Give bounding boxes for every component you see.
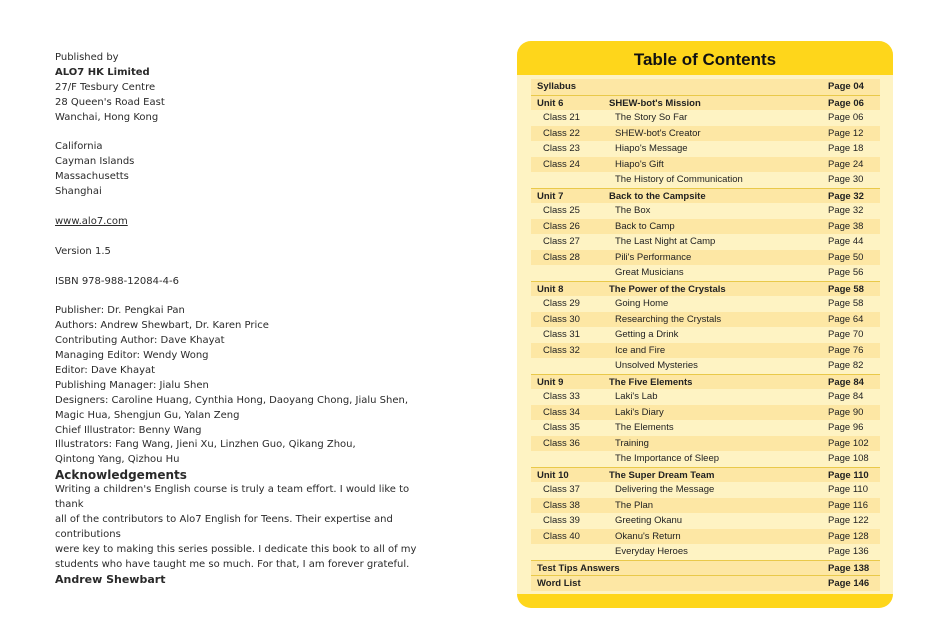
toc-page-number: Page 146 <box>828 578 870 589</box>
toc-class-row[interactable] <box>531 157 880 173</box>
toc-class-row[interactable] <box>531 498 880 514</box>
toc-page-number: Page 76 <box>828 344 864 356</box>
toc-page-number: Page 110 <box>828 469 869 481</box>
toc-label: Class 33 <box>543 391 580 402</box>
toc-page-number: Page 18 <box>828 143 864 154</box>
toc-label: Class 25 <box>543 205 580 216</box>
toc-label: Unit 10 <box>537 469 569 481</box>
toc-page-number: Page 12 <box>828 127 864 139</box>
publisher-info <box>55 51 455 588</box>
toc-title-text: Greeting Okanu <box>615 515 683 526</box>
ack-line: students who have taught me so much. For that, I am forever grateful. <box>55 558 410 570</box>
published-by-label: Published by <box>55 52 119 63</box>
toc-title-text: Great Musicians <box>615 267 684 278</box>
toc-title-text: Training <box>615 437 649 449</box>
toc-page-number: Page 116 <box>828 499 868 511</box>
toc-page-number: Page 58 <box>828 298 864 309</box>
credit-line: Publishing Manager: Jialu Shen <box>55 379 209 391</box>
toc-page-number: Page 138 <box>828 562 870 574</box>
toc-page-number: Page 122 <box>828 515 869 526</box>
company-name: ALO7 HK Limited <box>55 66 150 78</box>
toc-class-row[interactable] <box>531 436 880 452</box>
toc-title-text: Everyday Heroes <box>615 546 688 557</box>
toc-label: Syllabus <box>537 81 577 92</box>
toc-class-row[interactable] <box>531 544 880 560</box>
credit-line: Chief Illustrator: Benny Wang <box>55 424 202 436</box>
toc-title-text: Back to the Campsite <box>609 190 706 202</box>
toc-class-row[interactable] <box>531 265 880 281</box>
toc-page-number: Page 38 <box>828 220 864 232</box>
toc-label: Class 24 <box>543 158 580 170</box>
ack-line: all of the contributors to Alo7 English for Teens. Their expertise and contributions <box>55 514 393 541</box>
credit-line: Publisher: Dr. Pengkai Pan <box>55 305 185 317</box>
address-line: Wanchai, Hong Kong <box>55 111 159 123</box>
toc-page-number: Page 32 <box>828 190 864 202</box>
toc-page-number: Page 06 <box>828 112 864 123</box>
toc-class-row[interactable] <box>531 513 880 529</box>
credit-line: Designers: Caroline Huang, Cynthia Hong, Daoyang Chong, Jialu Shen, <box>55 394 409 406</box>
toc-label: Class 40 <box>543 530 580 542</box>
toc-page-number: Page 30 <box>828 174 864 185</box>
table-of-contents <box>517 41 893 608</box>
toc-title-text: Hiapo's Gift <box>615 158 664 170</box>
toc-title-text: Hiapo's Message <box>615 143 688 154</box>
toc-title-text: Unsolved Mysteries <box>615 360 698 371</box>
toc-label: Unit 6 <box>537 97 564 109</box>
toc-class-row[interactable] <box>531 420 880 436</box>
address-line: 28 Queen's Road East <box>55 96 165 108</box>
toc-title-text: The Super Dream Team <box>609 469 715 481</box>
toc-class-row[interactable] <box>531 203 880 219</box>
toc-page-number: Page 136 <box>828 546 869 557</box>
toc-title-text: The Elements <box>615 422 674 433</box>
toc-page-number: Page 04 <box>828 81 864 92</box>
credit-line: Qintong Yang, Qizhou Hu <box>55 454 180 466</box>
toc-footer-band <box>517 594 893 608</box>
toc-title-text: Okanu's Return <box>615 530 681 542</box>
credit-line: Editor: Dave Khayat <box>55 364 156 376</box>
credit-line: Magic Hua, Shengjun Gu, Yalan Zeng <box>55 409 240 421</box>
toc-page-number: Page 90 <box>828 406 864 418</box>
toc-class-row[interactable] <box>531 405 880 421</box>
toc-label: Class 30 <box>543 313 580 325</box>
toc-label: Class 36 <box>543 437 580 449</box>
toc-page-number: Page 32 <box>828 205 864 216</box>
toc-page-number: Page 44 <box>828 236 864 247</box>
credit-line: Managing Editor: Wendy Wong <box>55 350 209 362</box>
toc-title-text: The Plan <box>615 499 654 511</box>
toc-title-text: SHEW-bot's Mission <box>609 97 701 109</box>
toc-page-number: Page 50 <box>828 251 864 263</box>
location: Cayman Islands <box>55 156 135 168</box>
toc-class-row[interactable] <box>531 529 880 545</box>
toc-page-number: Page 84 <box>828 391 864 402</box>
toc-title-text: Back to Camp <box>615 220 675 232</box>
isbn: ISBN 978-988-12084-4-6 <box>55 275 179 287</box>
toc-label: Class 32 <box>543 344 580 356</box>
toc-label: Class 23 <box>543 143 580 154</box>
toc-unit-row[interactable] <box>531 374 880 390</box>
toc-class-row[interactable] <box>531 141 880 157</box>
toc-unit-row[interactable] <box>531 281 880 297</box>
toc-label: Class 21 <box>543 112 580 123</box>
toc-page-number: Page 82 <box>828 360 864 371</box>
toc-title-text: The Five Elements <box>609 376 693 388</box>
toc-page-number: Page 96 <box>828 422 864 433</box>
toc-class-row[interactable] <box>531 451 880 467</box>
ack-line: were key to making this series possible. I dedicate this book to all of my <box>55 543 417 555</box>
toc-label: Class 27 <box>543 236 580 247</box>
toc-label: Unit 9 <box>537 376 564 388</box>
toc-class-row[interactable] <box>531 327 880 343</box>
toc-title-text: The History of Communication <box>615 174 743 185</box>
toc-class-row[interactable] <box>531 389 880 405</box>
author-signature: Andrew Shewbart <box>55 572 166 586</box>
toc-title-text: Laki's Diary <box>615 406 664 418</box>
toc-unit-row[interactable] <box>531 560 880 576</box>
toc-title-text: Pili's Performance <box>615 251 692 263</box>
address-line: 27/F Tesbury Centre <box>55 81 156 93</box>
toc-title-text: Delivering the Message <box>615 484 715 495</box>
toc-title-text: The Story So Far <box>615 112 688 123</box>
toc-class-row[interactable] <box>531 482 880 498</box>
toc-label: Class 35 <box>543 422 580 433</box>
toc-class-row[interactable] <box>531 312 880 328</box>
toc-unit-row[interactable] <box>531 95 880 111</box>
toc-class-row[interactable] <box>531 250 880 266</box>
toc-page-number: Page 06 <box>828 97 864 109</box>
toc-title-text: Laki's Lab <box>615 391 658 402</box>
toc-label: Unit 7 <box>537 190 564 202</box>
credit-line: Illustrators: Fang Wang, Jieni Xu, Linzhen Guo, Qikang Zhou, <box>55 439 356 451</box>
location: Shanghai <box>55 186 102 198</box>
toc-label: Class 28 <box>543 251 580 263</box>
toc-class-row[interactable] <box>531 219 880 235</box>
toc-label: Test Tips Answers <box>537 562 620 574</box>
toc-class-row[interactable] <box>531 296 880 312</box>
toc-class-row[interactable] <box>531 110 880 126</box>
toc-label: Class 39 <box>543 515 580 526</box>
toc-rows <box>531 79 880 591</box>
toc-page-number: Page 56 <box>828 267 864 278</box>
toc-title-text: Researching the Crystals <box>615 313 722 325</box>
credit-line: Contributing Author: Dave Khayat <box>55 335 225 347</box>
toc-page-number: Page 64 <box>828 313 864 325</box>
toc-page-number: Page 70 <box>828 329 864 340</box>
toc-label: Class 26 <box>543 220 580 232</box>
toc-page-number: Page 128 <box>828 530 869 542</box>
toc-page-number: Page 58 <box>828 283 864 295</box>
toc-page-number: Page 108 <box>828 453 869 464</box>
credit-line: Authors: Andrew Shewbart, Dr. Karen Price <box>55 320 269 332</box>
toc-unit-row[interactable] <box>531 575 880 591</box>
toc-unit-row[interactable] <box>531 188 880 204</box>
toc-label: Class 31 <box>543 329 580 340</box>
toc-page-number: Page 102 <box>828 437 869 449</box>
toc-page-number: Page 110 <box>828 484 868 495</box>
toc-label: Class 22 <box>543 127 580 139</box>
toc-page-number: Page 24 <box>828 158 864 170</box>
toc-title-text: Going Home <box>615 298 669 309</box>
toc-class-row[interactable] <box>531 172 880 188</box>
toc-class-row[interactable] <box>531 126 880 142</box>
toc-title-text: The Power of the Crystals <box>609 283 726 295</box>
toc-class-row[interactable] <box>531 358 880 374</box>
toc-label: Class 37 <box>543 484 580 495</box>
toc-page-number: Page 84 <box>828 376 864 388</box>
toc-unit-row[interactable] <box>531 467 880 483</box>
location: Massachusetts <box>55 171 129 183</box>
toc-title-text: Ice and Fire <box>615 344 666 356</box>
toc-label: Unit 8 <box>537 283 564 295</box>
toc-title-text: The Box <box>615 205 651 216</box>
toc-class-row[interactable] <box>531 234 880 250</box>
toc-title-text: SHEW-bot's Creator <box>615 127 701 139</box>
acknowledgements-title: Acknowledgements <box>55 468 187 483</box>
toc-label: Word List <box>537 578 581 589</box>
website-link[interactable]: www.alo7.com <box>55 215 128 227</box>
toc-label: Class 38 <box>543 499 580 511</box>
toc-title-text: The Last Night at Camp <box>615 236 716 247</box>
version: Version 1.5 <box>55 245 111 257</box>
acknowledgements-text <box>55 483 425 572</box>
toc-label: Class 34 <box>543 406 580 418</box>
toc-unit-row[interactable] <box>531 79 880 95</box>
toc-title: Table of Contents <box>517 41 893 75</box>
toc-class-row[interactable] <box>531 343 880 359</box>
location: California <box>55 141 103 153</box>
ack-line: Writing a children's English course is truly a team effort. I would like to thank <box>55 484 410 511</box>
toc-title-text: Getting a Drink <box>615 329 679 340</box>
toc-label: Class 29 <box>543 298 580 309</box>
toc-title-text: The Importance of Sleep <box>615 453 720 464</box>
